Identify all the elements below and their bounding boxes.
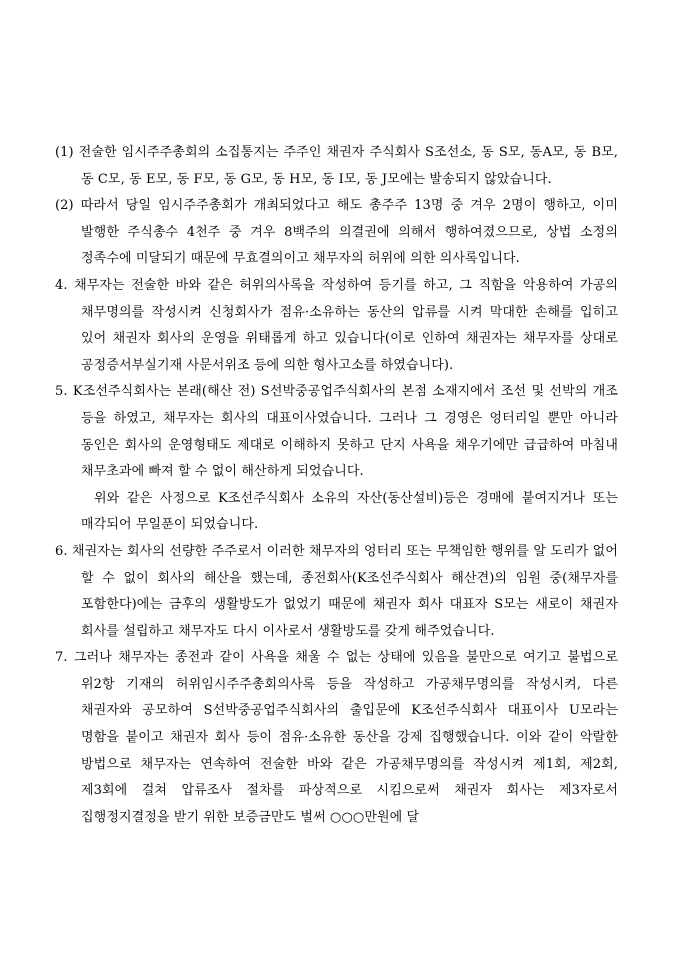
paragraph-item-5-continued: 위와 같은 사정으로 K조선주식회사 소유의 자산(동산설비)등은 경매에 붙여지거나 또는 매각되어 무일푼이 되었습니다. — [81, 490, 618, 533]
paragraph-item-6: 6. 채권자는 회사의 선량한 주주로서 이러한 채무자의 엉터리 또는 무책임한 행위를 알 도리가 없어 할 수 없이 회사의 해산을 했는데, 종전회사(K조선주식회사 해산견)의 임원 중(채무자를 포함한다)에는 금후의 생활방도가 없었기 때문에 채권자 회사 대표자 S모는 새로이 채권자 회사를 설립하고 채무자도 다시 이사로서 생활방도를 갖게 해주었습니다. — [55, 543, 618, 639]
paragraph-item-4: 4. 채무자는 전술한 바와 같은 허위의사록을 작성하여 등기를 하고, 그 직함을 악용하여 가공의 채무명의를 작성시켜 신청회사가 점유·소유하는 동산의 압류를 시켜 막대한 손해를 입히고 있어 채권자 회사의 운영을 위태롭게 하고 있습니다(이로 인하여 채권자는 채무자를 상대로 공정증서부실기재 사문서위조 등에 의한 형사고소를 하였습니다). — [55, 277, 618, 373]
document-body — [55, 140, 618, 831]
paragraph-item-1: (1) 전술한 임시주주총회의 소집통지는 주주인 채권자 주식회사 S조선소, 동 S모, 동A모, 동 B모, 동 C모, 동 E모, 동 F모, 동 G모, 동 H모, 동 I모, 동 J모에는 발송되지 않았습니다. — [55, 145, 618, 187]
paragraph-item-2: (2) 따라서 당일 임시주주총회가 개최되었다고 해도 총주주 13명 중 겨우 2명이 행하고, 이미 발행한 주식총수 4천주 중 겨우 8백주의 의결권에 의해서 행하여졌으므로, 상법 소정의 정족수에 미달되기 때문에 무효결의이고 채무자의 허위에 의한 의사록입니다. — [55, 198, 618, 267]
paragraph-item-5: 5. K조선주식회사는 본래(해산 전) S선박중공업주식회사의 본점 소재지에서 조선 및 선박의 개조 등을 하였고, 채무자는 회사의 대표이사였습니다. 그러나 그 경영은 엉터리일 뿐만 아니라 동인은 회사의 운영형태도 제대로 이해하지 못하고 단지 사욕을 채우기에만 급급하여 마침내 채무초과에 빠져 할 수 없이 해산하게 되었습니다. — [55, 384, 618, 480]
paragraph-item-7: 7. 그러나 채무자는 종전과 같이 사욕을 채울 수 없는 상태에 있음을 불만으로 여기고 불법으로 위2항 기재의 허위임시주주총회의사록 등을 작성하고 가공채무명의를 작성시켜, 다른 채권자와 공모하여 S선박중공업주식회사의 출입문에 K조선주식회사 대표이사 U모라는 명함을 붙이고 채권자 회사 등이 점유·소유한 동산을 강제 집행했습니다. 이와 같이 악랄한 방법으로 채무자는 연속하여 전술한 바와 같은 가공채무명의를 작성시켜 제1회, 제2회, 제3회에 걸쳐 압류조사 절차를 파상적으로 시킴으로써 채권자 회사는 제3자로서 집행정지결정을 받기 위한 보증금만도 벌써 ○○○만원에 달 — [55, 650, 618, 825]
